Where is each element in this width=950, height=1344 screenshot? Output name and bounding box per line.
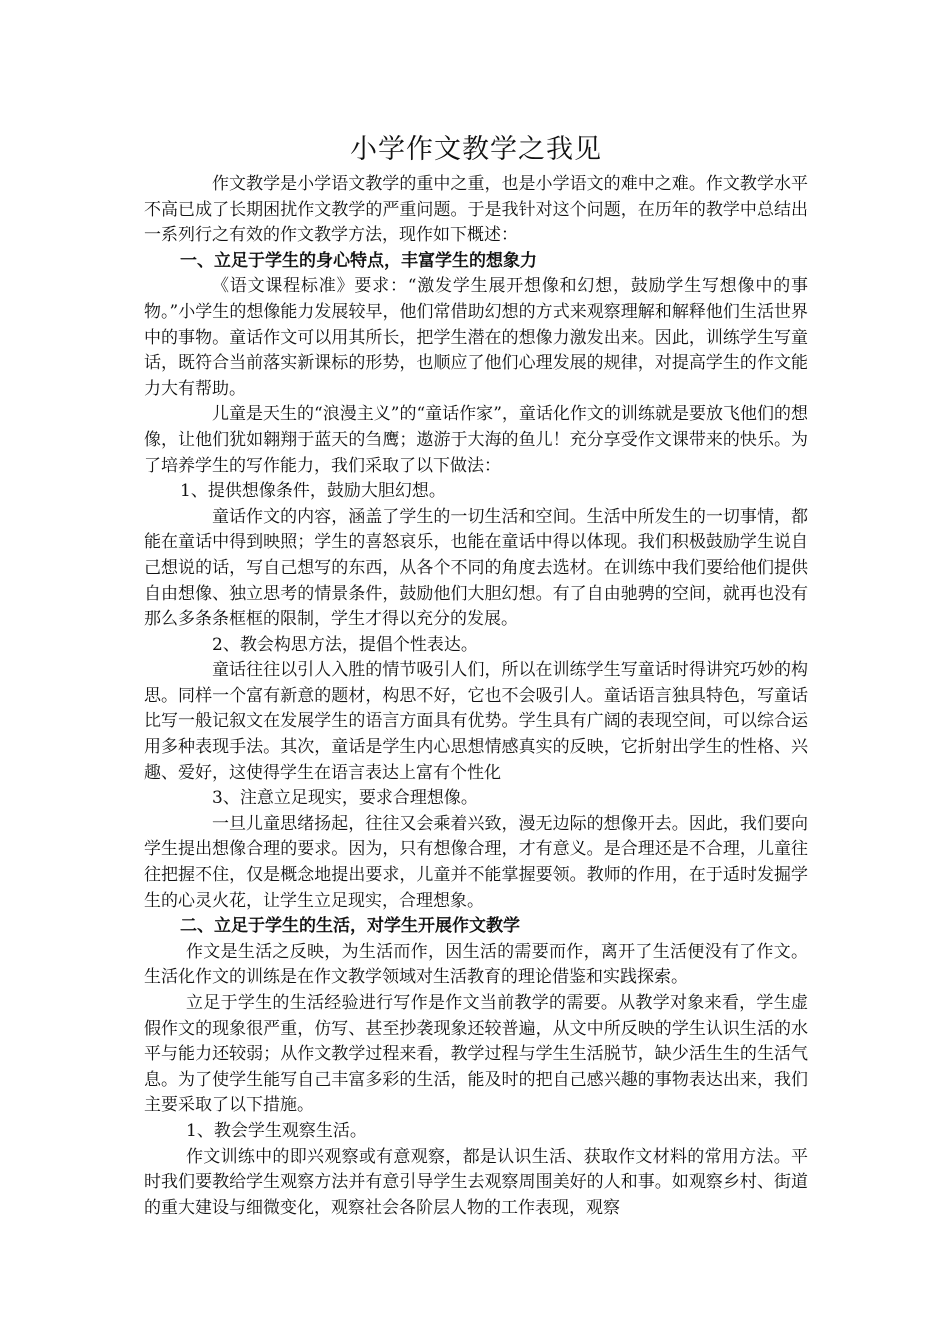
subheading-1: 1、提供想像条件，鼓励大胆幻想。 — [180, 481, 446, 502]
body-paragraph: 一旦儿童思绪扬起，往往又会乘着兴致，漫无边际的想像开去。因此，我们要向学生提出想像合理的要求。因为，只有想像合理，才有意义。是合理还是不合理，儿童往往把握不住，仅是概念地提出要求，儿童并不能掌握要领。教师的作用，在于适时发掘学生的心灵火花，让学生立足现实，合理想象。 — [144, 813, 808, 911]
body-paragraph: 作文是生活之反映，为生活而作，因生活的需要而作，离开了生活便没有了作文。生活化作文的训练是在作文教学领域对生活教育的理论借鉴和实践探索。 — [144, 941, 808, 988]
intro-paragraph: 作文教学是小学语文教学的重中之重，也是小学语文的难中之难。作文教学水平不高已成了长期困扰作文教学的严重问题。于是我针对这个问题，在历年的教学中总结出一系列行之有效的作文教学方法，现作如下概述： — [144, 174, 808, 246]
body-paragraph: 立足于学生的生活经验进行写作是作文当前教学的需要。从教学对象来看，学生虚假作文的现象很严重，仿写、甚至抄袭现象还较普遍，从文中所反映的学生认识生活的水平与能力还较弱；从作文教学过程来看，教学过程与学生生活脱节，缺少活生生的生活气息。为了使学生能写自己丰富多彩的生活，能及时的把自己感兴趣的事物表达出来，我们主要采取了以下措施。 — [144, 993, 808, 1116]
document-page — [144, 130, 808, 1221]
document-title: 小学作文教学之我见 — [350, 134, 602, 165]
body-paragraph: 童话往往以引人入胜的情节吸引人们，所以在训练学生写童话时得讲究巧妙的构思。同样一个富有新意的题材，构思不好，它也不会吸引人。童话语言独具特色，写童话比写一般记叙文在发展学生的语言方面具有优势。学生具有广阔的表现空间，可以综合运用多种表现手法。其次，童话是学生内心思想情感真实的反映，它折射出学生的性格、兴趣、爱好，这使得学生在语言表达上富有个性化 — [144, 660, 808, 783]
subheading-4: 1、教会学生观察生活。 — [186, 1120, 367, 1141]
body-paragraph: 《语文课程标准》要求：“激发学生展开想像和幻想，鼓励学生写想像中的事物。”小学生的想像能力发展较早，他们常借助幻想的方式来观察理解和解释他们生活世界中的事物。童话作文可以用其所长，把学生潜在的想像力激发出来。因此，训练学生写童话，既符合当前落实新课标的形势，也顺应了他们心理发展的规律，对提高学生的作文能力大有帮助。 — [144, 276, 808, 399]
section-heading-2: 二、立足于学生的生活，对学生开展作文教学 — [180, 916, 520, 937]
body-paragraph: 童话作文的内容，涵盖了学生的一切生活和空间。生活中所发生的一切事情，都能在童话中得到映照；学生的喜怒哀乐，也能在童话中得以体现。我们积极鼓励学生说自己想说的话，写自己想写的东西，从各个不同的角度去选材。在训练中我们要给他们提供自由想像、独立思考的情景条件，鼓励他们大胆幻想。有了自由驰骋的空间，就再也没有那么多条条框框的限制，学生才得以充分的发展。 — [144, 506, 808, 630]
subheading-3: 3、注意立足现实，要求合理想像。 — [212, 788, 478, 809]
section-heading-1: 一、立足于学生的身心特点，丰富学生的想象力 — [180, 250, 537, 271]
subheading-2: 2、教会构思方法，提倡个性表达。 — [212, 634, 478, 655]
body-paragraph: 作文训练中的即兴观察或有意观察，都是认识生活、获取作文材料的常用方法。平时我们要教给学生观察方法并有意引导学生去观察周围美好的人和事。如观察乡村、街道的重大建设与细微变化，观察社会各阶层人物的工作表现，观察 — [144, 1146, 808, 1218]
body-paragraph: 儿童是天生的“浪漫主义”的“童话作家”，童话化作文的训练就是要放飞他们的想像，让他们犹如翱翔于蓝天的刍鹰；遨游于大海的鱼儿！充分享受作文课带来的快乐。为了培养学生的写作能力，我们采取了以下做法： — [144, 404, 808, 476]
